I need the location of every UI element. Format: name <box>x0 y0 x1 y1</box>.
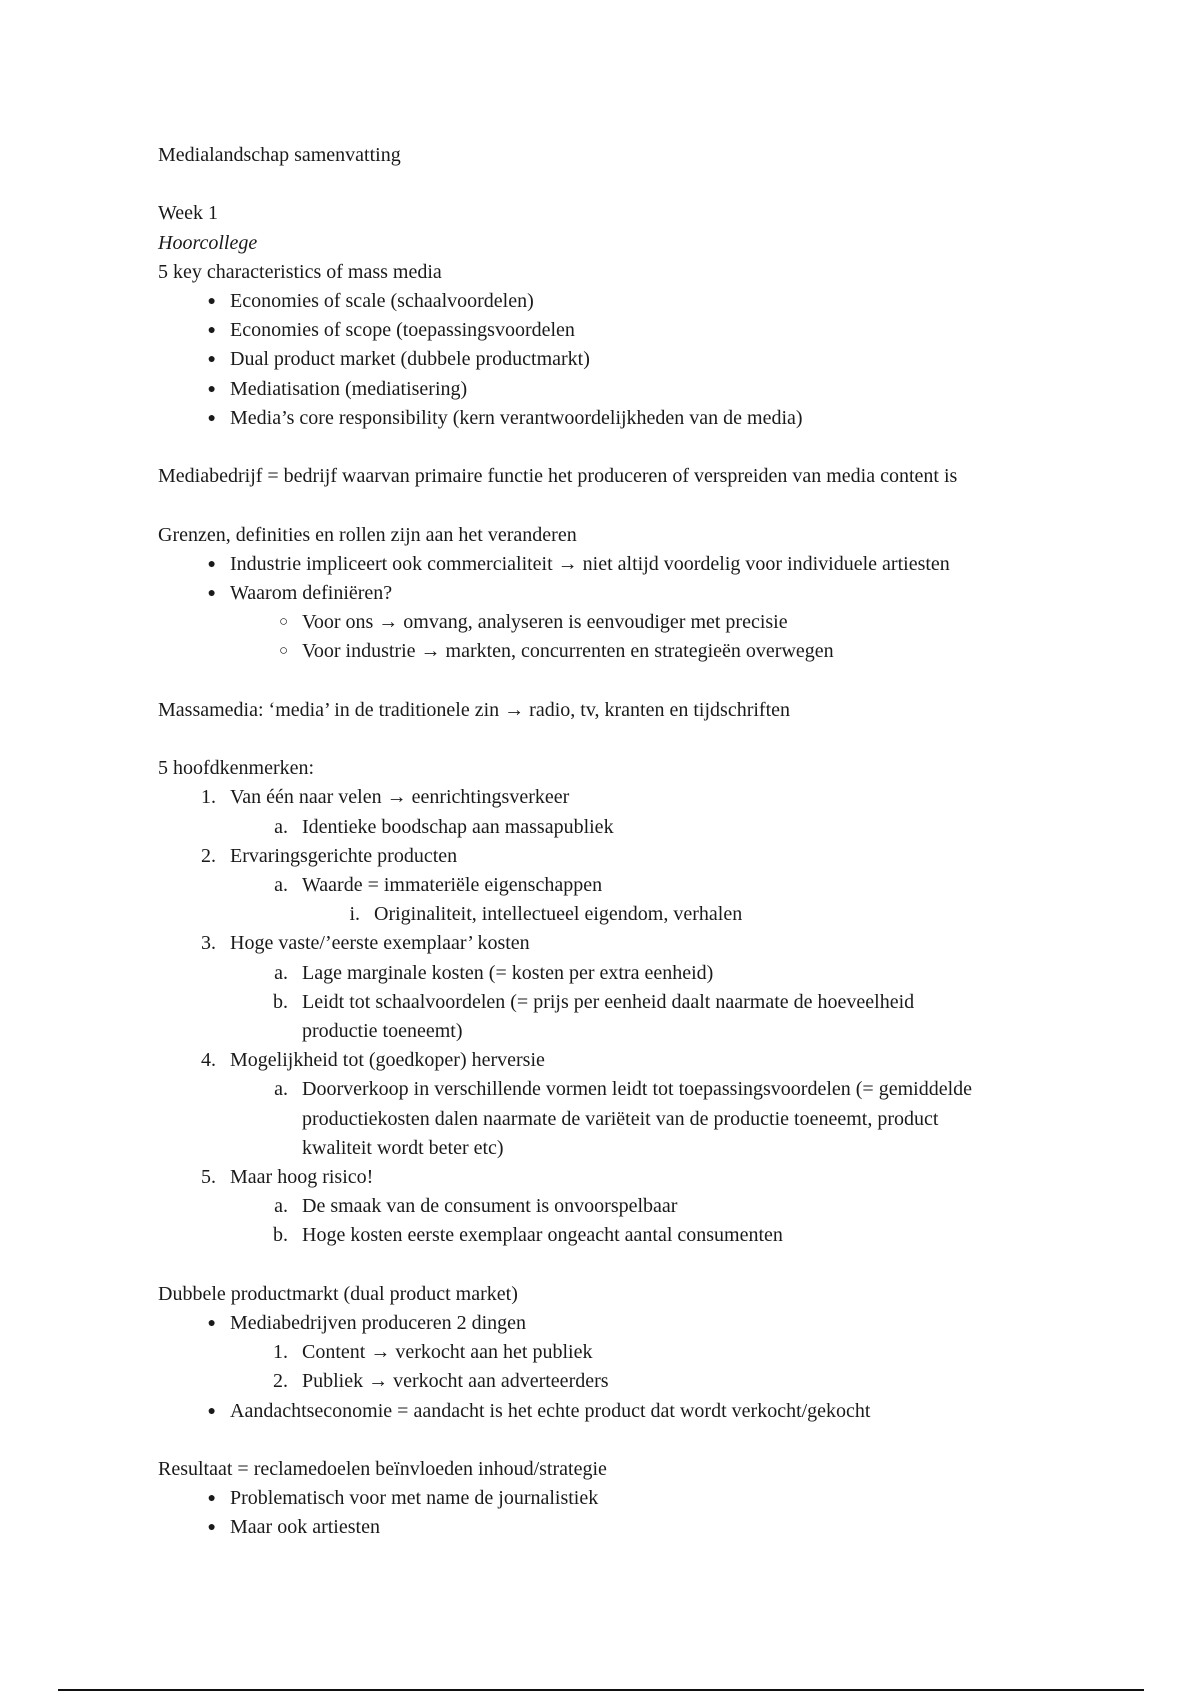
hoofdkenmerken-heading: 5 hoofdkenmerken: <box>158 757 315 780</box>
list-item: ● Economies of scale (schaalvoordelen) <box>158 287 1088 316</box>
list-item: ● Mediabedrijven produceren 2 dingen <box>158 1309 1088 1338</box>
spacer <box>158 170 1088 199</box>
list-item: ● Problematisch voor met name de journalistiek <box>158 1484 1088 1513</box>
dubbele-productmarkt-heading: Dubbele productmarkt (dual product market) <box>158 1282 518 1305</box>
key-characteristics-heading: 5 key characteristics of mass media <box>158 260 442 283</box>
list-item: ● Mediatisation (mediatisering) <box>158 375 1088 404</box>
bullet-icon: ● <box>207 381 216 397</box>
lettered-item-continuation: kwaliteit wordt beter etc) <box>302 1136 504 1159</box>
list-item: ● Waarom definiëren? <box>158 579 1088 608</box>
list-subitem: ○ Voor ons → omvang, analyseren is eenvoudiger met precisie <box>158 608 1088 637</box>
bullet-icon: ● <box>207 294 216 309</box>
roman-item: i. Originaliteit, intellectueel eigendom, verhalen <box>349 903 743 926</box>
massamedia-definition: Massamedia: ‘media’ in de traditionele zin → radio, tv, kranten en tijdschriften <box>158 698 791 721</box>
lettered-item: a. Waarde = immateriële eigenschappen <box>274 874 603 896</box>
list-item: ● Dual product market (dubbele productmarkt) <box>158 345 1088 374</box>
bullet-icon: ● <box>207 410 216 426</box>
lettered-item: a. Identieke boodschap aan massapubliek <box>274 815 614 838</box>
section-heading: Hoorcollege <box>158 231 258 254</box>
circle-bullet-icon: ○ <box>278 614 288 631</box>
lettered-item-continuation: productiekosten dalen naarmate de variëteit van de productie toeneemt, product <box>302 1107 939 1130</box>
spacer <box>158 725 1088 754</box>
bullet-icon: ● <box>207 1403 216 1419</box>
lettered-item: a. Doorverkoop in verschillende vormen leidt tot toepassingsvoordelen (= gemiddelde <box>274 1078 972 1101</box>
numbered-subitem: 2. Publiek → verkocht aan adverteerders <box>273 1370 609 1393</box>
list-subitem: ○ Voor industrie → markten, concurrenten en strategieën overwegen <box>158 637 1088 666</box>
numbered-item: 1. Van één naar velen → eenrichtingsverkeer <box>201 786 570 809</box>
spacer <box>158 433 1088 462</box>
numbered-subitem: 1. Content → verkocht aan het publiek <box>273 1341 593 1364</box>
bullet-icon: ● <box>207 1491 216 1507</box>
numbered-item: 3. Hoge vaste/’eerste exemplaar’ kosten <box>201 932 530 955</box>
grenzen-heading: Grenzen, definities en rollen zijn aan het veranderen <box>158 523 577 546</box>
list-item: ● Aandachtseconomie = aandacht is het echte product dat wordt verkocht/gekocht <box>158 1397 1088 1426</box>
numbered-item: 5. Maar hoog risico! <box>201 1166 374 1189</box>
spacer <box>158 491 1088 520</box>
bullet-icon: ● <box>207 1520 216 1536</box>
bullet-icon: ● <box>207 556 216 572</box>
bullet-icon: ● <box>207 586 216 601</box>
list-item: ● Economies of scope (toepassingsvoordelen <box>158 316 1088 345</box>
lettered-item-continuation: productie toeneemt) <box>302 1020 463 1043</box>
lettered-item: b. Hoge kosten eerste exemplaar ongeacht aantal consumenten <box>273 1224 783 1247</box>
spacer <box>158 1426 1088 1455</box>
spacer <box>158 1251 1088 1280</box>
lettered-item: a. Lage marginale kosten (= kosten per extra eenheid) <box>274 961 714 984</box>
spacer <box>158 667 1088 696</box>
document-title: Medialandschap samenvatting <box>158 144 401 166</box>
document-page <box>158 141 1088 1543</box>
lettered-item: a. De smaak van de consument is onvoorspelbaar <box>274 1195 678 1218</box>
bullet-icon: ● <box>207 352 216 368</box>
circle-bullet-icon: ○ <box>278 643 288 660</box>
week-heading: Week 1 <box>158 202 219 225</box>
list-item: ● Maar ook artiesten <box>158 1513 1088 1542</box>
lettered-item: b. Leidt tot schaalvoordelen (= prijs per eenheid daalt naarmate de hoeveelheid <box>273 990 915 1013</box>
numbered-item: 2. Ervaringsgerichte producten <box>201 844 458 867</box>
bullet-icon: ● <box>207 1316 216 1332</box>
mediabedrijf-definition: Mediabedrijf = bedrijf waarvan primaire functie het produceren of verspreiden van media content is <box>158 465 958 488</box>
footer-divider <box>58 1689 1144 1691</box>
resultaat-heading: Resultaat = reclamedoelen beïnvloeden inhoud/strategie <box>158 1458 607 1481</box>
list-item: ● Media’s core responsibility (kern verantwoordelijkheden van de media) <box>158 404 1088 433</box>
list-item: ● Industrie impliceert ook commercialiteit → niet altijd voordelig voor individuele artiesten <box>158 550 1088 579</box>
numbered-item: 4. Mogelijkheid tot (goedkoper) herversie <box>201 1049 545 1072</box>
bullet-icon: ● <box>207 323 216 339</box>
